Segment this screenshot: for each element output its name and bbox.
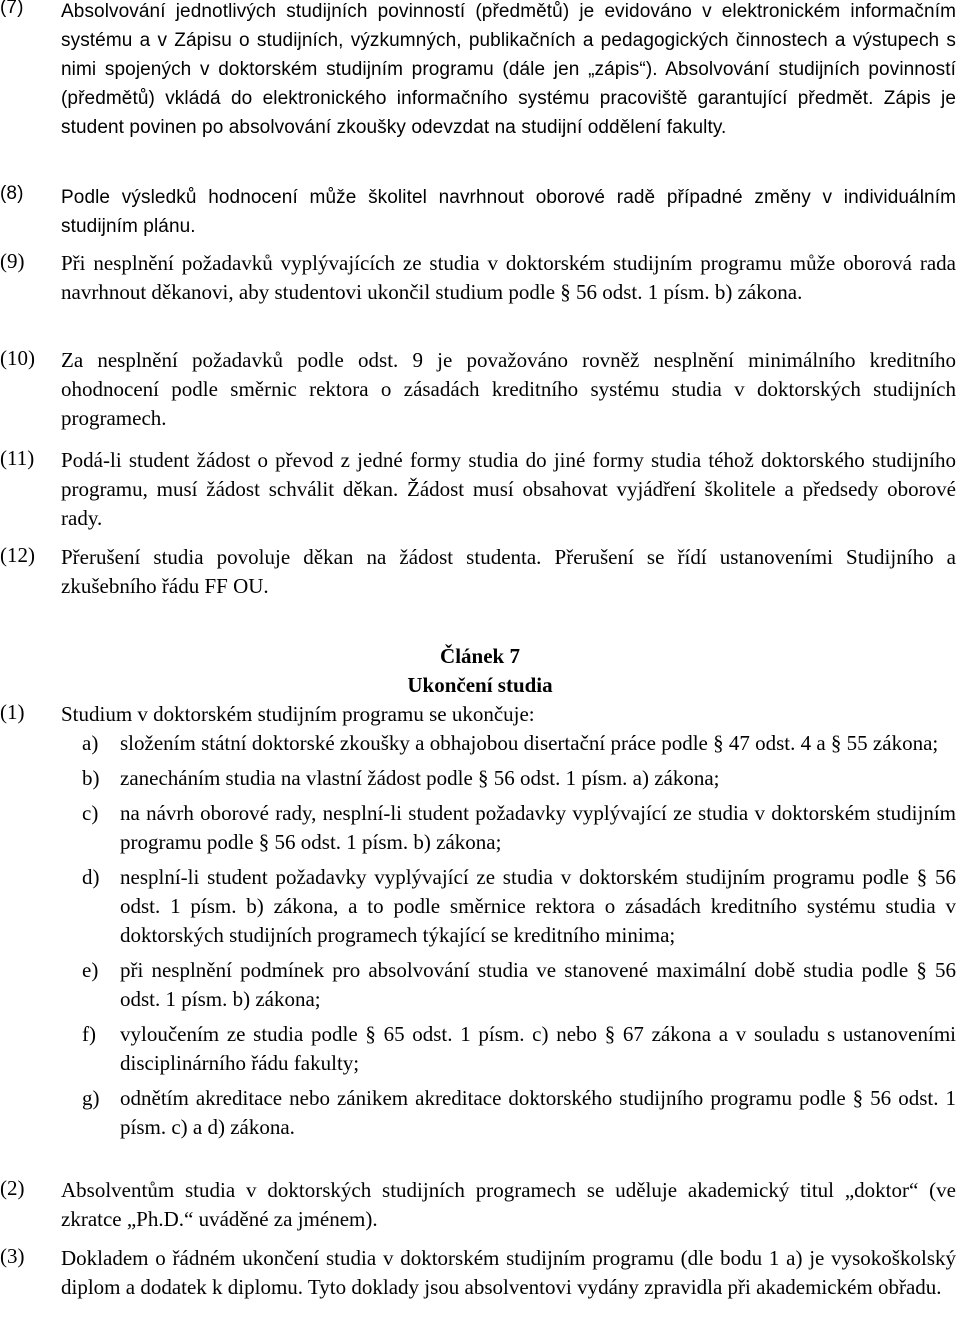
list-item bbox=[82, 1084, 956, 1142]
paragraph-number: (8) bbox=[0, 183, 24, 204]
paragraph-text: Při nesplnění požadavků vyplývajících ze studia v doktorském studijním programu může oborová rada navrhnout děkanovi, aby studentovi ukončil studium podle § 56 odst. 1 písm. b) zákona. bbox=[61, 251, 956, 304]
article-paragraph-1 bbox=[0, 700, 956, 729]
list-item bbox=[82, 1020, 956, 1078]
paragraph-10 bbox=[0, 346, 956, 433]
paragraph-number: (12) bbox=[0, 543, 35, 567]
list-item bbox=[82, 729, 956, 758]
list-item-label: d) bbox=[82, 865, 100, 889]
list-item bbox=[82, 764, 956, 793]
list-item-label: b) bbox=[82, 766, 100, 790]
paragraph-8 bbox=[0, 183, 956, 241]
article-number: Článek 7 bbox=[440, 644, 520, 668]
paragraph-text: Absolventům studia v doktorských studijních programech se uděluje akademický titul „doktor“ (ve zkratce „Ph.D.“ uváděné za jménem). bbox=[61, 1178, 956, 1231]
paragraph-9 bbox=[0, 249, 956, 307]
list-item-label: f) bbox=[82, 1022, 96, 1046]
list-item-label: c) bbox=[82, 801, 99, 825]
list-item-text: nesplní-li student požadavky vyplývající ze studia v doktorském studijním programu podle § 56 odst. 1 písm. b) zákona, a to podle směrnice rektora o zásadách kreditního systému studia v doktorských studijních programech týkající se kreditního minima; bbox=[120, 865, 956, 947]
list-item-text: při nesplnění podmínek pro absolvování studia ve stanovené maximální době studia podle § 56 odst. 1 písm. b) zákona; bbox=[120, 958, 956, 1011]
paragraph-number: (2) bbox=[0, 1176, 25, 1200]
paragraph-text: Přerušení studia povoluje děkan na žádost studenta. Přerušení se řídí ustanoveními Studijního a zkušebního řádu FF OU. bbox=[61, 545, 956, 598]
list-item bbox=[82, 799, 956, 857]
list-item-label: e) bbox=[82, 958, 99, 982]
article-title: Ukončení studia bbox=[407, 673, 553, 697]
list-item-text: odnětím akreditace nebo zánikem akreditace doktorského studijního programu podle § 56 odst. 1 písm. c) a d) zákona. bbox=[120, 1086, 956, 1139]
paragraph-number: (1) bbox=[0, 700, 25, 724]
paragraph-number: (9) bbox=[0, 249, 25, 273]
paragraph-12 bbox=[0, 543, 956, 601]
paragraph-text: Za nesplnění požadavků podle odst. 9 je považováno rovněž nesplnění minimálního kreditního ohodnocení podle směrnic rektora o zásadách kreditního systému studia v doktorských studijních programech. bbox=[61, 348, 956, 430]
list-item-label: a) bbox=[82, 731, 99, 755]
list-item bbox=[82, 863, 956, 950]
paragraph-11 bbox=[0, 446, 956, 533]
paragraph-7 bbox=[0, 0, 956, 142]
list-item-label: g) bbox=[82, 1086, 100, 1110]
paragraph-text: Studium v doktorském studijním programu se ukončuje: bbox=[61, 702, 535, 726]
paragraph-number: (7) bbox=[0, 0, 24, 18]
list-item-text: složením státní doktorské zkoušky a obhajobou disertační práce podle § 47 odst. 4 a § 55 zákona; bbox=[120, 731, 939, 755]
article-paragraph-3 bbox=[0, 1244, 956, 1302]
paragraph-number: (3) bbox=[0, 1244, 25, 1268]
list-item-text: zanecháním studia na vlastní žádost podle § 56 odst. 1 písm. a) zákona; bbox=[120, 766, 720, 790]
termination-list bbox=[0, 729, 956, 1142]
paragraph-number: (11) bbox=[0, 446, 35, 470]
paragraph-number: (10) bbox=[0, 346, 35, 370]
paragraph-text: Absolvování jednotlivých studijních povinností (předmětů) je evidováno v elektronickém informačním systému a v Zápisu o studijních, výzkumných, publikačních a pedagogických činnostech a výstupech s nimi spojených v doktorském studijním programu (dále jen „zápis“). Absolvování studijních povinností (předmětů) vkládá do elektronického informačního systému pracoviště garantující předmět. Zápis je student povinen po absolvování zkoušky odevzdat na studijní oddělení fakulty. bbox=[61, 1, 956, 138]
article-paragraph-2 bbox=[0, 1176, 956, 1234]
paragraph-text: Podá-li student žádost o převod z jedné formy studia do jiné formy studia téhož doktorského studijního programu, musí žádost schválit děkan. Žádost musí obsahovat vyjádření školitele a předsedy oborové rady. bbox=[61, 448, 956, 530]
list-item-text: vyloučením ze studia podle § 65 odst. 1 písm. c) nebo § 67 zákona a v souladu s ustanoveními disciplinárního řádu fakulty; bbox=[120, 1022, 956, 1075]
paragraph-text: Podle výsledků hodnocení může školitel navrhnout oborové radě případné změny v individuálním studijním plánu. bbox=[61, 187, 956, 237]
list-item bbox=[82, 956, 956, 1014]
list-item-text: na návrh oborové rady, nesplní-li student požadavky vyplývající ze studia v doktorském studijním programu podle § 56 odst. 1 písm. b) zákona; bbox=[120, 801, 956, 854]
paragraph-text: Dokladem o řádném ukončení studia v doktorském studijním programu (dle bodu 1 a) je vysokoškolský diplom a dodatek k diplomu. Tyto doklady jsou absolventovi vydány zpravidla při akademickém obřadu. bbox=[61, 1246, 956, 1299]
